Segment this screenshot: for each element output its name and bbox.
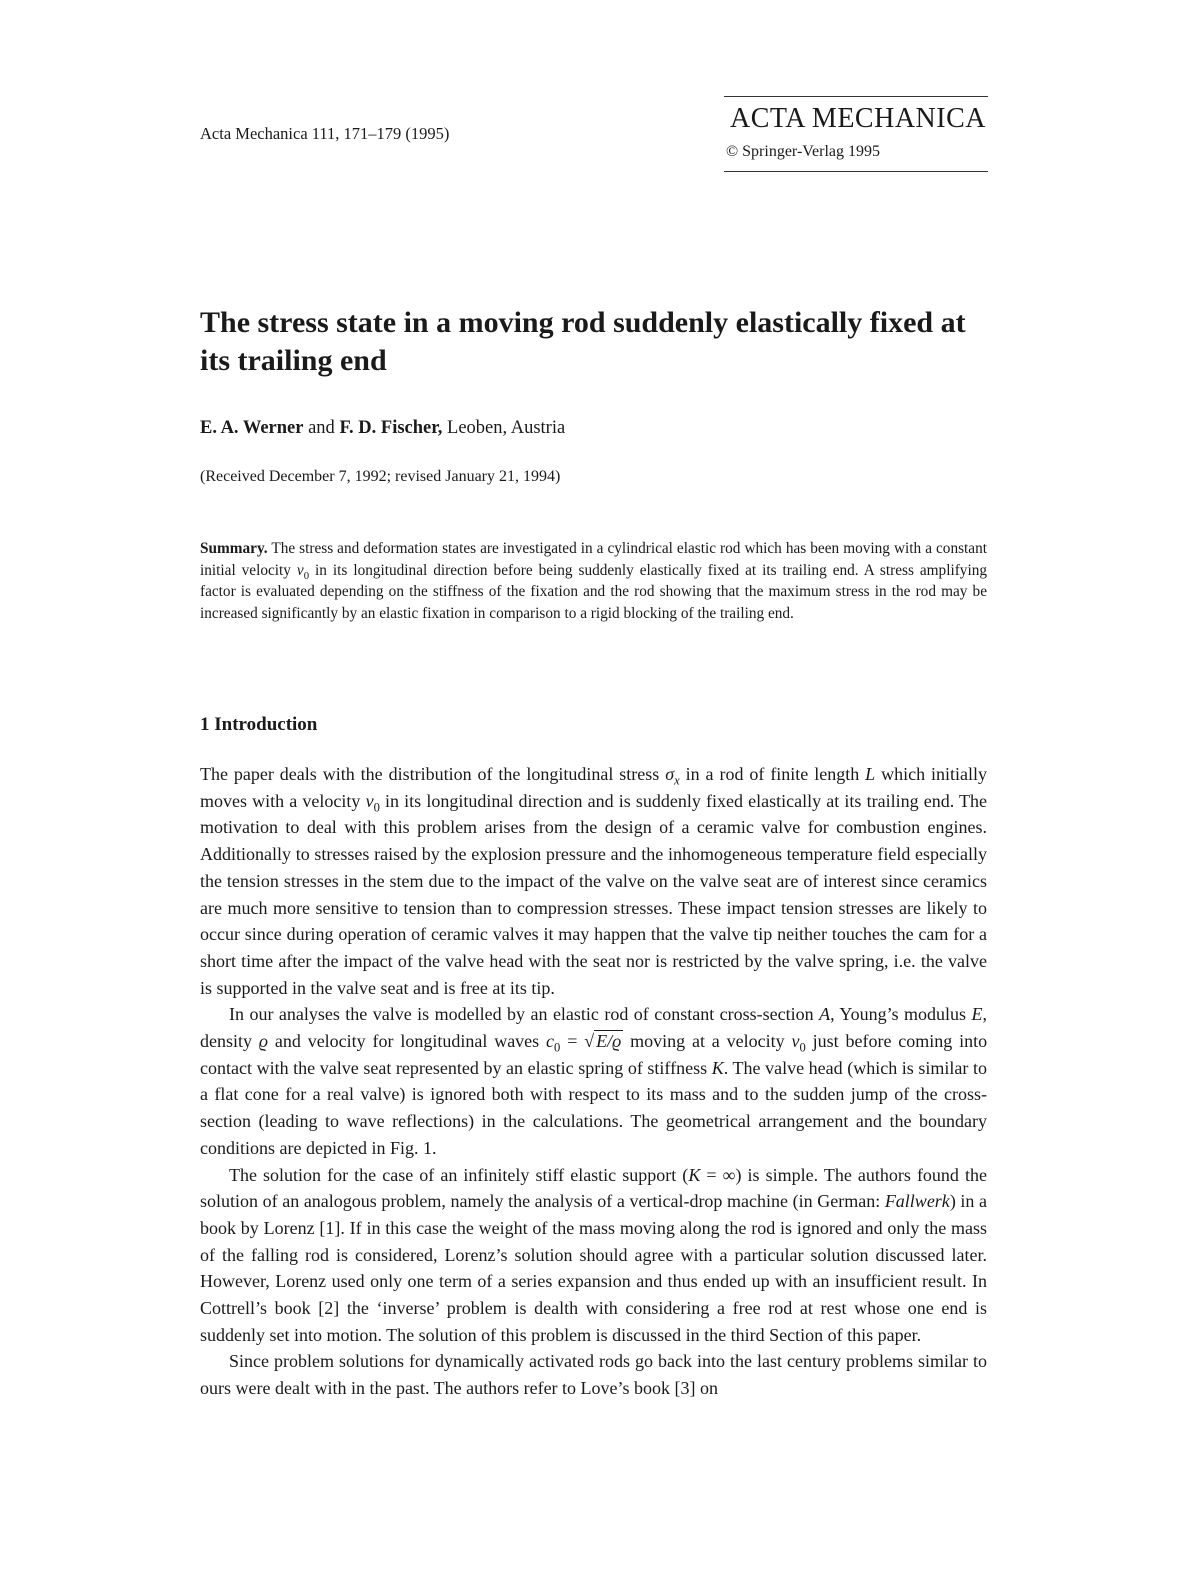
p3-text-b: ) is simple. The authors found the solution of an analogous problem, namely the analysis of a vertical-drop machine (in German:	[200, 1164, 987, 1212]
velocity-subscript-2: 0	[799, 1040, 806, 1055]
p3-text-c: ) in a book by Lorenz [1]. If in this case the weight of the mass moving along the rod is ignored and only the mass of the falling rod is considered, Lorenz’s solution should agree with a particular solution discussed later. However, Lorenz used only one term of a series expansion and thus ended up with an insufficient result. In Cottrell’s book [2] the ‘inverse’ problem is dealth with considering a free rod at rest whose one end is suddenly set into motion. The solution of this problem is discussed in the third Section of this paper.	[200, 1191, 988, 1345]
modulus-symbol: E	[971, 1004, 983, 1025]
stiffness-symbol-2: K	[688, 1164, 701, 1185]
paragraph-3	[200, 1162, 987, 1349]
length-symbol: L	[865, 764, 876, 784]
p1-text-a: The paper deals with the distribution of the longitudinal stress	[200, 764, 660, 784]
received-dates: (Received December 7, 1992; revised January 21, 1994)	[200, 468, 561, 485]
velocity-symbol-2: v	[791, 1031, 800, 1052]
p1-text-c: which initially moves with a velocity	[200, 764, 988, 811]
journal-name: ACTA MECHANICA	[730, 103, 986, 134]
p3-text-a: The solution for the case of an infinitely stiff elastic support (	[229, 1164, 689, 1185]
journal-citation: Acta Mechanica 111, 171–179 (1995)	[200, 124, 450, 143]
sigma-symbol: σ	[665, 764, 675, 784]
p2-text-c: , density	[200, 1004, 987, 1052]
velocity-symbol: v	[365, 790, 374, 811]
author-fischer: F. D. Fischer,	[339, 418, 443, 438]
wave-speed-symbol: c	[546, 1031, 555, 1052]
v0-symbol: v	[296, 561, 304, 579]
section-heading: 1 Introduction	[200, 714, 318, 735]
authors-and: and	[308, 418, 335, 438]
area-symbol: A	[819, 1004, 831, 1025]
p1-text-b: in a rod of finite length	[685, 764, 860, 784]
bottom-rule	[724, 171, 988, 172]
body-text	[200, 761, 987, 1402]
sqrt-sign: √	[584, 1031, 595, 1052]
fallwerk-term: Fallwerk	[884, 1191, 950, 1212]
article-title: The stress state in a moving rod suddenly elastically fixed at its trailing end	[200, 306, 966, 377]
sigma-subscript: x	[674, 773, 680, 788]
p1-text-d: in its longitudinal direction and is suddenly fixed elastically at its trailing end. The motivation to deal with this problem arises from the design of a ceramic valve for combustion engines. Additionally to stresses raised by the explosion pressure and the inhomogeneous temperature field especially the tension stresses in the stem due to the impact of the valve on the valve seat are of interest since ceramics are much more sensitive to tension than to compression stresses. These impact tension stresses are likely to occur since during operation of ceramic valves it may happen that the valve tip neither touches the cam for a short time after the impact of the valve head with the seat nor is restricted by the valve spring, i.e. the valve is supported in the valve seat and is free at its tip.	[200, 790, 988, 998]
sqrt-radicand: E/ϱ	[596, 1031, 622, 1052]
author-werner: E. A. Werner	[200, 418, 304, 438]
velocity-subscript: 0	[373, 800, 380, 815]
affiliation: Leoben, Austria	[447, 418, 566, 438]
paragraph-4: Since problem solutions for dynamically activated rods go back into the last century problems similar to ours were dealt with in the past. The authors refer to Love’s book [3] on	[200, 1351, 987, 1399]
paragraph-2	[200, 1001, 987, 1161]
wave-speed-subscript: 0	[554, 1040, 561, 1055]
summary-text-1: The stress and deformation states are investigated in a cylindrical elastic rod which has been moving with a constant initial velocity	[200, 540, 987, 579]
p2-text-b: , Young’s modulus	[830, 1004, 967, 1025]
summary-text-2: in its longitudinal direction before being suddenly elastically fixed at its trailing end. A stress amplifying factor is evaluated depending on the stiffness of the fixation and the rod showing that the maximum stress in the rod may be increased significantly by an elastic fixation in comparison to a rigid blocking of the trailing end.	[200, 561, 987, 622]
stiffness-symbol: K	[711, 1057, 724, 1078]
density-symbol: ϱ	[258, 1031, 268, 1052]
authors-line	[200, 418, 565, 439]
top-rule	[724, 96, 988, 97]
p2-text-f: just before coming into contact with the valve seat represented by an elastic spring of stiffness	[200, 1031, 988, 1078]
p2-text-a: In our analyses the valve is modelled by an elastic rod of constant cross-section	[229, 1004, 814, 1025]
copyright-line: © Springer-Verlag 1995	[726, 143, 881, 160]
infinity-expression: = ∞	[700, 1164, 736, 1185]
summary-label: Summary.	[200, 540, 268, 557]
square-root	[584, 1030, 623, 1051]
v0-subscript: 0	[303, 569, 310, 582]
p2-text-e: moving at a velocity	[630, 1031, 785, 1052]
equals-sign: =	[567, 1031, 578, 1052]
journal-header-box	[724, 96, 988, 172]
p2-text-d: and velocity for longitudinal waves	[274, 1031, 540, 1052]
p2-text-g: . The valve head (which is similar to a flat cone for a real valve) is ignored both with respect to its mass and to the sudden jump of the cross-section (leading to wave reflections) in the calculations. The geometrical arrangement and the boundary conditions are depicted in Fig. 1.	[200, 1057, 988, 1158]
summary-paragraph	[200, 538, 987, 624]
paragraph-1	[200, 761, 987, 1001]
